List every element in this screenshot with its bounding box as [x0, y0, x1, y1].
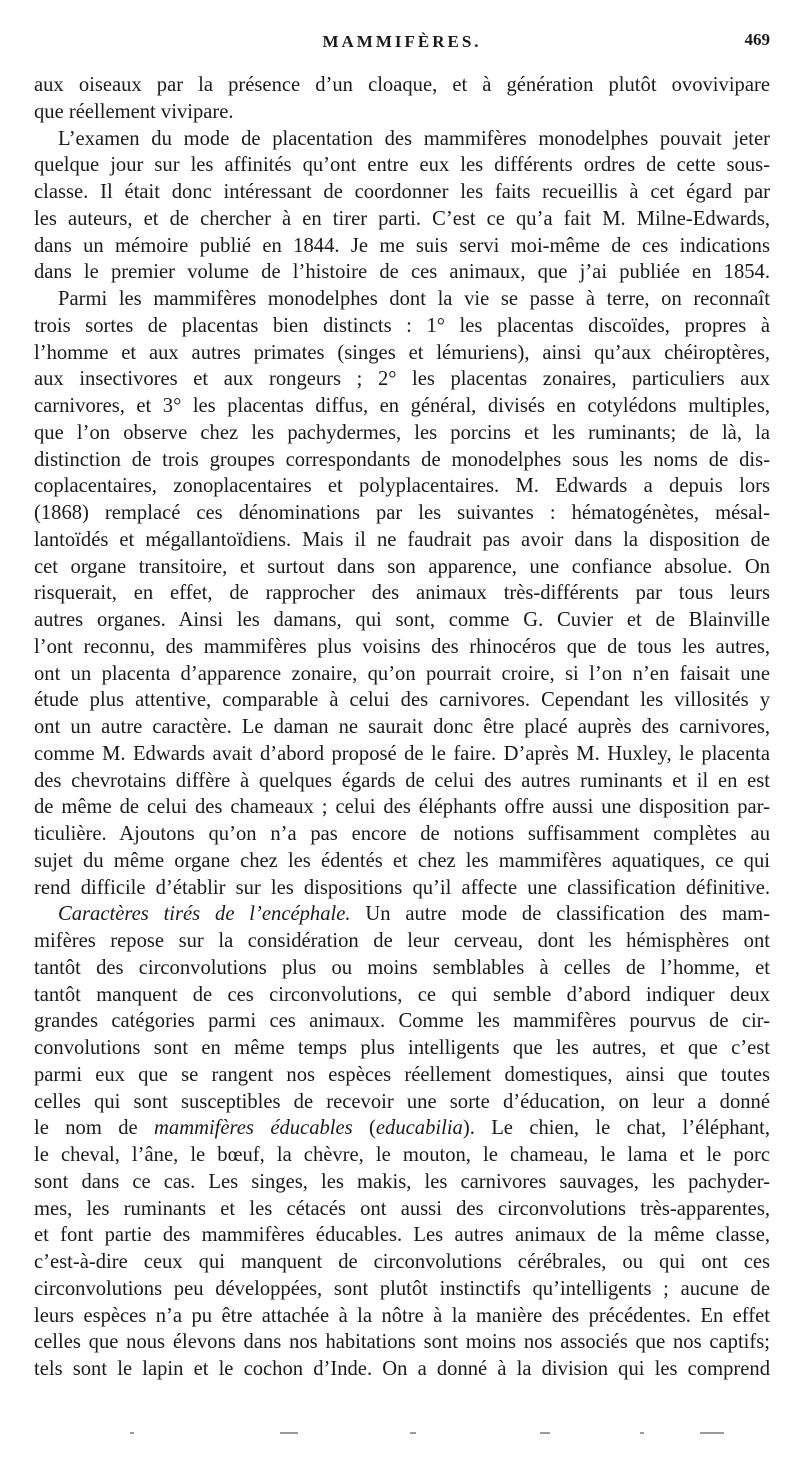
- text-line: que réellement vivipare.: [34, 100, 234, 123]
- italic-term: mammifères éducables: [154, 1117, 353, 1140]
- body-text: [34, 72, 770, 1383]
- text-fragment: ). Le chien, le chat, l’éléphant,: [462, 1117, 770, 1140]
- text-line: trois sortes de placentas bien distincts : 1° les placentas discoïdes, propres à: [34, 314, 770, 337]
- text-line: c’est-à-dire ceux qui manquent de circonvolutions cérébrales, ou qui ont ces: [34, 1251, 770, 1273]
- text-line: [34, 901, 770, 928]
- text-line: celles que nous élevons dans nos habitations sont moins nos associés que nos captifs;: [34, 1331, 770, 1354]
- text-line: aux insectivores et aux rongeurs ; 2° les placentas zonaires, particuliers aux: [34, 368, 770, 391]
- text-line: [34, 1115, 770, 1142]
- text-line: celles qui sont susceptibles de recevoir une sorte d’éducation, on leur a donné: [34, 1090, 770, 1113]
- text-fragment: (: [369, 1117, 376, 1140]
- text-line: dans un mémoire publié en 1844. Je me suis servi moi-même de ces indications: [34, 234, 770, 257]
- text-line: des chevrotains diffère à quelques égards de celui des autres ruminants et il en est: [34, 769, 770, 792]
- text-line: mes, les ruminants et les cétacés ont aussi des circonvolutions très-apparentes,: [34, 1197, 770, 1220]
- text-line: le cheval, l’âne, le bœuf, la chèvre, le mouton, le chameau, le lama et le porc: [34, 1144, 770, 1166]
- text-line: circonvolutions peu développées, sont plutôt instinctifs qu’intelligents ; aucune de: [34, 1277, 770, 1300]
- text-line: tels sont le lapin et le cochon d’Inde. On a donné à la division qui les comprend: [34, 1358, 770, 1380]
- italic-term-latin: educabilia: [375, 1117, 463, 1140]
- text-line: coplacentaires, zonoplacentaires et polyplacentaires. M. Edwards a depuis lors: [34, 475, 770, 498]
- text-fragment: Un autre mode de classification des mam-: [365, 903, 770, 926]
- text-line: rend difficile d’établir sur les dispositions qu’il affecte une classification définitive.: [34, 876, 770, 899]
- text-line: classe. Il était donc intéressant de coordonner les faits recueillis à cet égard par: [34, 181, 770, 203]
- text-line: étude plus attentive, comparable à celui des carnivores. Cependant les villosités y: [34, 689, 770, 712]
- text-line: risquerait, en effet, de rapprocher des animaux très-différents par tous leurs: [34, 582, 770, 605]
- text-line: autres organes. Ainsi les damans, qui sont, comme G. Cuvier et de Blainville: [34, 609, 770, 631]
- text-line: aux oiseaux par la présence d’un cloaque, et à génération plutôt ovovivipare: [34, 74, 770, 96]
- text-line: mifères repose sur la considération de leur cerveau, dont les hémisphères ont: [34, 930, 770, 952]
- page-number: 469: [744, 30, 770, 49]
- text-line: que l’on observe chez les pachydermes, les porcins et les ruminants; de là, la: [34, 421, 770, 444]
- text-line: tantôt des circonvolutions plus ou moins semblables à celles de l’homme, et: [34, 956, 770, 979]
- text-line: comme M. Edwards avait d’abord proposé de le faire. D’après M. Huxley, le placenta: [34, 742, 770, 765]
- text-line: quelque jour sur les affinités qu’ont entre eux les différents ordres de cette sous-: [34, 154, 770, 177]
- text-fragment: le nom de: [34, 1117, 138, 1140]
- running-title: MAMMIFÈRES.: [322, 32, 482, 51]
- text-line: (1868) remplacé ces dénominations par les suivantes : hématogénètes, mésal-: [34, 502, 770, 524]
- text-line: ticulière. Ajoutons qu’on n’a pas encore de notions suffisamment complètes au: [34, 823, 770, 845]
- text-line: tantôt manquent de ces circonvolutions, ce qui semble d’abord indiquer deux: [34, 983, 770, 1006]
- text-line: carnivores, et 3° les placentas diffus, en général, divisés en cotylédons multiples,: [34, 395, 770, 417]
- text-line: les auteurs, et de chercher à en tirer parti. C’est ce qu’a fait M. Milne-Edwards,: [34, 207, 770, 230]
- text-line: sujet du même organe chez les édentés et chez les mammifères aquatiques, ce qui: [34, 849, 770, 872]
- text-line: leurs espèces n’a pu être attachée à la nôtre à la manière des précédentes. En effet: [34, 1304, 770, 1327]
- text-line: dans le premier volume de l’histoire de ces animaux, que j’ai publiée en 1854.: [34, 261, 770, 284]
- text-line: l’ont reconnu, des mammifères plus voisins des rhinocéros que de tous les autres,: [34, 635, 770, 658]
- running-head: [34, 30, 770, 58]
- text-line: distinction de trois groupes correspondants de monodelphes sous les noms de dis-: [34, 448, 770, 471]
- text-line: grandes catégories parmi ces animaux. Comme les mammifères pourvus de cir-: [34, 1010, 770, 1033]
- section-heading: Caractères tirés de l’encéphale.: [58, 903, 351, 926]
- footer-print-marks: [120, 1432, 760, 1438]
- text-line: lantoïdés et mégallantoïdiens. Mais il ne faudrait pas avoir dans la disposition de: [34, 528, 770, 551]
- text-line: et font partie des mammifères éducables. Les autres animaux de la même classe,: [34, 1224, 770, 1247]
- text-line: cet organe transitoire, et surtout dans son apparence, une confiance absolue. On: [34, 555, 770, 578]
- text-line: convolutions sont en même temps plus intelligents que les autres, et que c’est: [34, 1037, 770, 1059]
- book-page: [34, 30, 770, 1383]
- text-line: Parmi les mammifères monodelphes dont la vie se passe à terre, on reconnaît: [58, 288, 770, 310]
- text-line: parmi eux que se rangent nos espèces réellement domestiques, ainsi que toutes: [34, 1063, 770, 1086]
- text-line: L’examen du mode de placentation des mammifères monodelphes pouvait jeter: [58, 127, 770, 150]
- text-line: l’homme et aux autres primates (singes et lémuriens), ainsi qu’aux chéiroptères,: [34, 341, 770, 364]
- text-line: ont un autre caractère. Le daman ne saurait donc être placé auprès des carnivores,: [34, 716, 770, 738]
- text-line: sont dans ce cas. Les singes, les makis, les carnivores sauvages, les pachyder-: [34, 1170, 770, 1193]
- text-line: de même de celui des chameaux ; celui des éléphants offre aussi une disposition par-: [34, 796, 770, 819]
- text-line: ont un placenta d’apparence zonaire, qu’on pourrait croire, si l’on n’en faisait une: [34, 662, 770, 685]
